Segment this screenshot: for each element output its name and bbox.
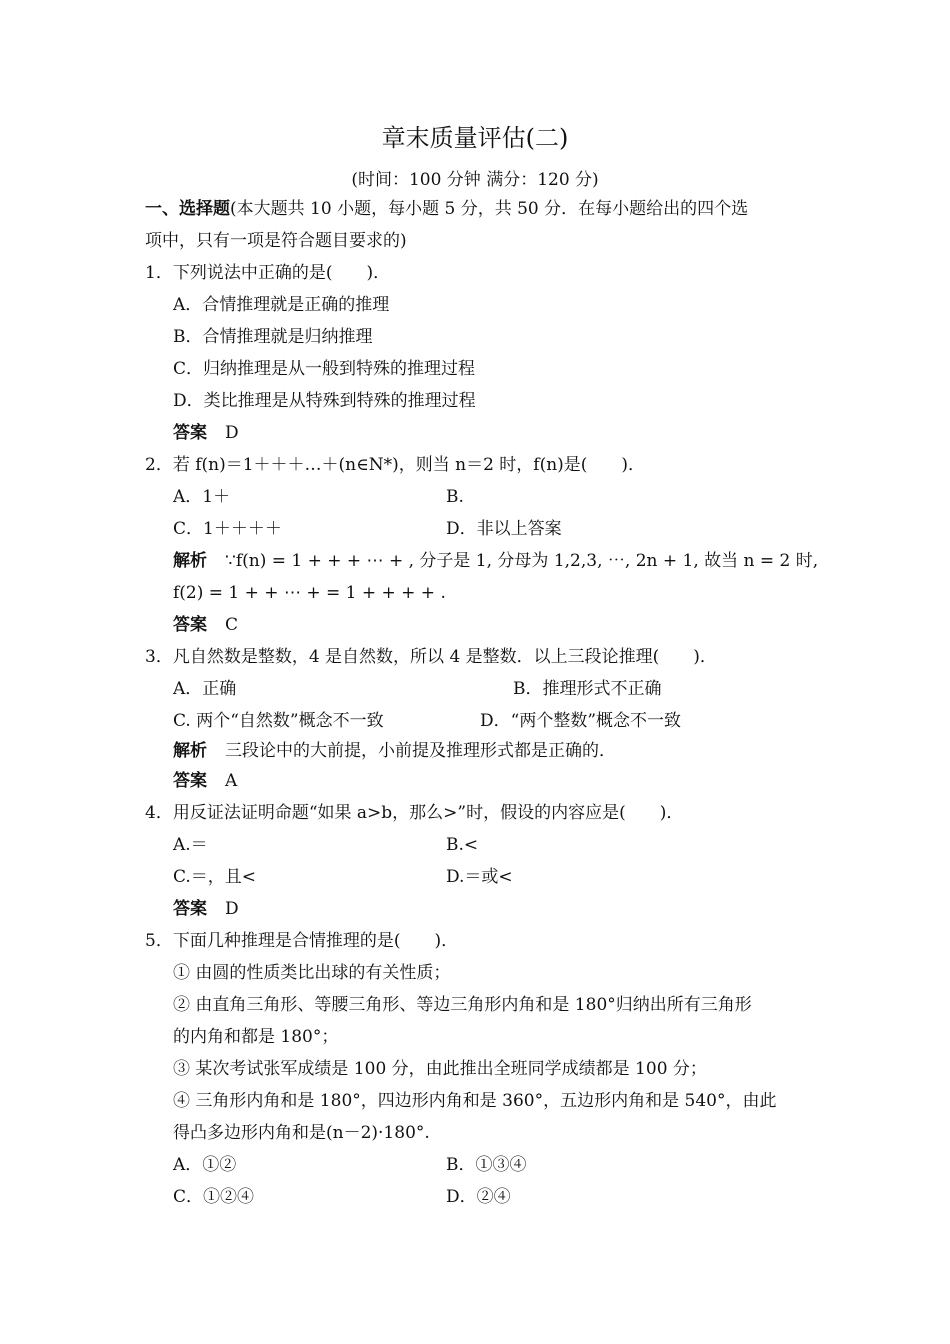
q1-answer: D [225, 423, 239, 443]
page-title: 章末质量评估(二) [381, 124, 569, 152]
q1-stem: 1．下列说法中正确的是( )． [145, 263, 391, 283]
q3-option-b: B．推理形式不正确 [513, 679, 662, 699]
section-heading-line [145, 198, 748, 220]
q4-answer: D [225, 899, 239, 919]
analysis-label: 解析 [173, 551, 207, 571]
q4-option-a: A.＝ [173, 835, 208, 855]
q2-answer: C [225, 615, 239, 635]
q2-option-c: C．1＋＋＋＋ [173, 519, 282, 539]
q5-item-2a: ② 由直角三角形、等腰三角形、等边三角形内角和是 180°归纳出所有三角形 [173, 995, 752, 1015]
q4-stem: 4．用反证法证明命题“如果 a>b，那么>”时，假设的内容应是( )． [145, 803, 684, 823]
q1-option-c: C．归纳推理是从一般到特殊的推理过程 [173, 359, 476, 379]
section-desc-2: 项中，只有一项是符合题目要求的) [145, 231, 407, 251]
q1-option-d: D．类比推理是从特殊到特殊的推理过程 [173, 391, 476, 411]
q3-analysis: 三段论中的大前提，小前提及推理形式都是正确的． [225, 741, 616, 761]
q4-option-c: C.＝，且< [173, 867, 257, 887]
q5-option-a: A．①② [173, 1155, 237, 1175]
answer-label: 答案 [173, 771, 207, 791]
q2-option-b: B. [446, 487, 464, 507]
answer-label: 答案 [173, 423, 207, 443]
q2-analysis-1: ∵f(n) = 1 + + + ⋯ + , 分子是 1, 分母为 1,2,3, ⋯, 2n + 1, 故当 n = 2 时, [225, 551, 819, 571]
exam-info: (时间：100 分钟 满分：120 分) [351, 170, 599, 190]
q1-option-a: A．合情推理就是正确的推理 [173, 295, 390, 315]
q3-option-a: A．正确 [173, 679, 237, 699]
q5-option-d: D．②④ [446, 1187, 511, 1207]
q2-stem: 2．若 f(n)＝1＋＋＋…＋(n∈N*)，则当 n＝2 时，f(n)是( )． [145, 455, 646, 475]
q1-option-b: B．合情推理就是归纳推理 [173, 327, 373, 347]
q5-item-1: ① 由圆的性质类比出球的有关性质； [173, 963, 451, 983]
q5-stem: 5．下面几种推理是合情推理的是( )． [145, 931, 459, 951]
q3-answer: A [225, 771, 238, 791]
answer-label: 答案 [173, 899, 207, 919]
q4-answer-line [173, 898, 239, 920]
q2-analysis-line-1 [173, 550, 818, 572]
q3-option-c: C. 两个“自然数”概念不一致 [173, 711, 384, 731]
q5-option-b: B．①③④ [446, 1155, 527, 1175]
q5-item-4a: ④ 三角形内角和是 180°，四边形内角和是 360°，五边形内角和是 540°，由此 [173, 1091, 777, 1111]
q5-item-4b: 得凸多边形内角和是(n－2)·180°. [173, 1123, 430, 1143]
answer-label: 答案 [173, 615, 207, 635]
q2-answer-line [173, 614, 238, 636]
q2-option-d: D．非以上答案 [446, 519, 562, 539]
q3-option-d: D．“两个整数”概念不一致 [480, 711, 682, 731]
q5-item-2b: 的内角和都是 180°； [173, 1027, 339, 1047]
q3-answer-line [173, 770, 237, 792]
q4-option-b: B.< [446, 835, 479, 855]
q2-analysis-2: f(2) = 1 + + ⋯ + = 1 + + + + . [173, 583, 446, 603]
q5-option-c: C．①②④ [173, 1187, 255, 1207]
q1-answer-line [173, 422, 239, 444]
q4-option-d: D.＝或< [446, 867, 513, 887]
q3-stem: 3．凡自然数是整数，4 是自然数，所以 4 是整数．以上三段论推理( )． [145, 647, 717, 667]
q3-analysis-line [173, 740, 616, 762]
q2-option-a: A．1＋ [173, 487, 231, 507]
section-desc-1: (本大题共 10 小题，每小题 5 分，共 50 分．在每小题给出的四个选 [230, 199, 749, 219]
section-heading: 一、选择题 [145, 199, 230, 219]
analysis-label: 解析 [173, 741, 207, 761]
q5-item-3: ③ 某次考试张军成绩是 100 分，由此推出全班同学成绩都是 100 分； [173, 1059, 707, 1079]
